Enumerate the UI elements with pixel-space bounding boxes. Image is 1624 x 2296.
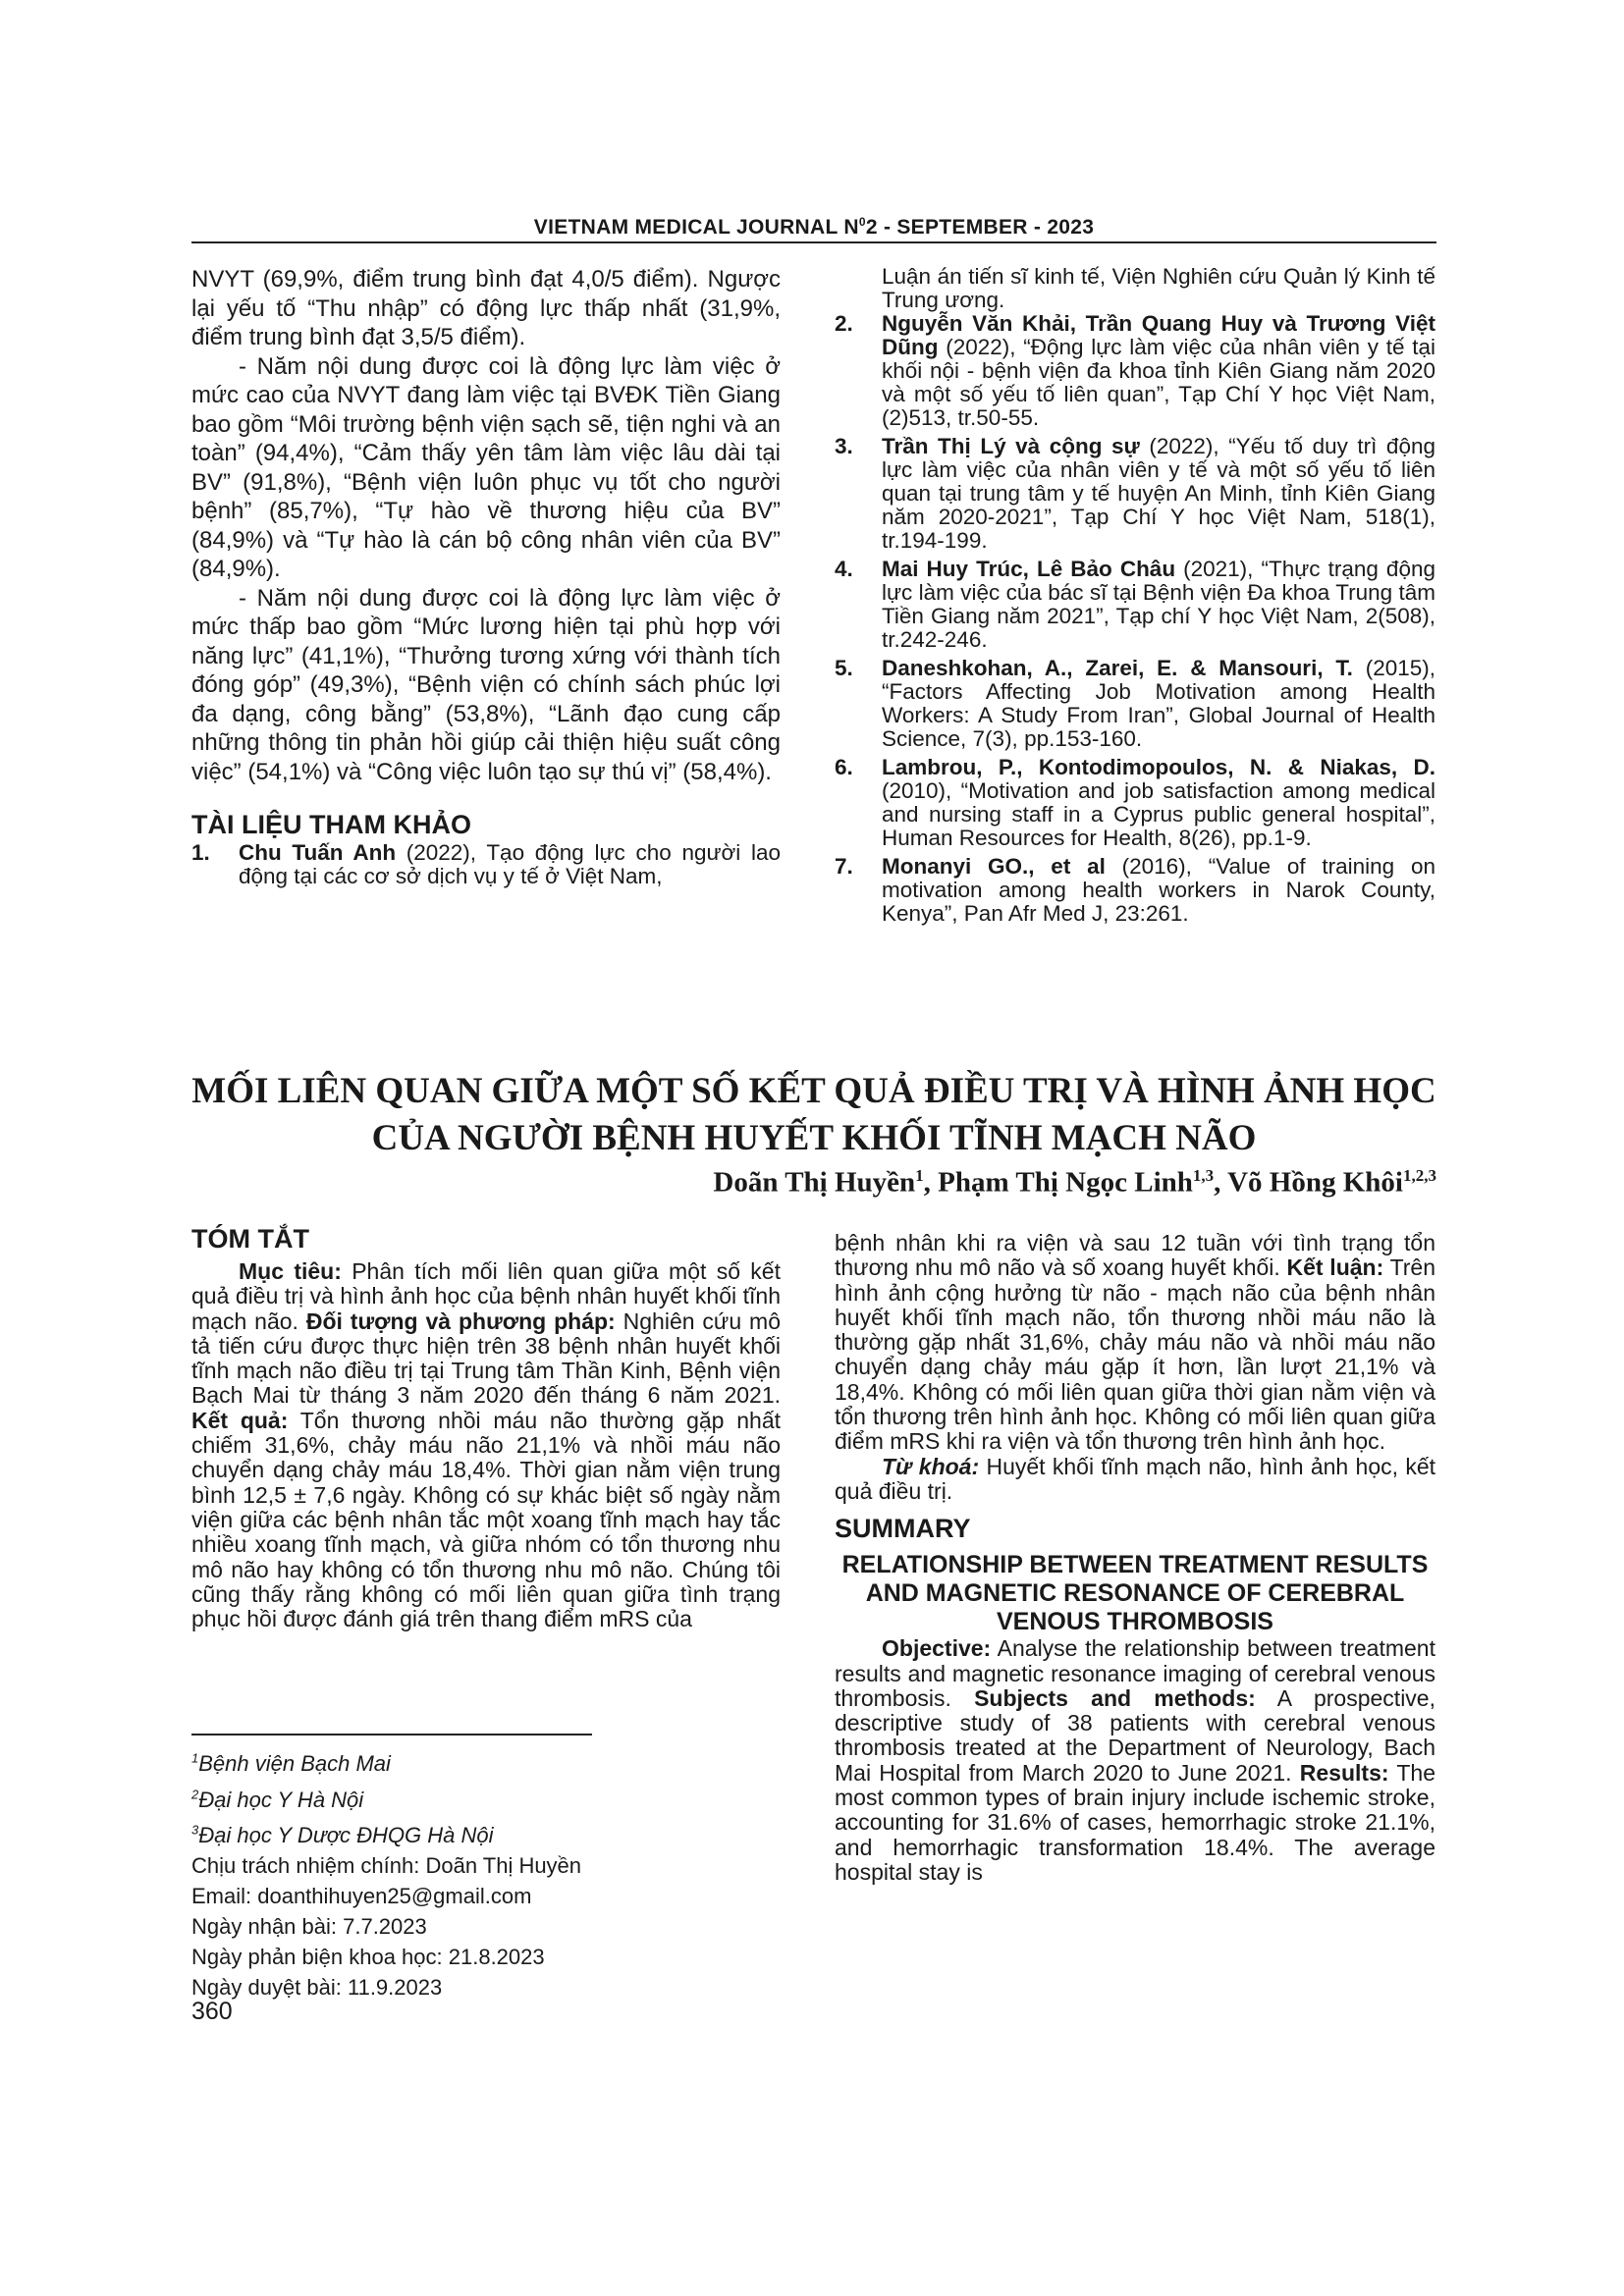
article-title-line: MỐI LIÊN QUAN GIỮA MỘT SỐ KẾT QUẢ ĐIỀU TRỊ VÀ HÌNH ẢNH HỌC: [191, 1071, 1436, 1111]
email: Email: doanthihuyen25@gmail.com: [191, 1883, 532, 1908]
author-affiliation-sup: 1,3: [1192, 1166, 1215, 1185]
article-title-line: CỦA NGƯỜI BỆNH HUYẾT KHỐI TĨNH MẠCH NÃO: [371, 1118, 1257, 1158]
reference-author: Chu Tuấn Anh: [239, 840, 397, 865]
header-rule: [191, 241, 1436, 243]
summary-heading: SUMMARY: [835, 1514, 971, 1544]
reference-number: 1.: [191, 840, 210, 865]
abstract-paragraph: Mục tiêu: Phân tích mối liên quan giữa một số kết quả điều trị và hình ảnh học của bệnh nhân huyết khối tĩnh mạch não. Đối tượng và phương pháp: Nghiên cứu mô tả tiến cứu được thực hiện trên 38 bệnh nhân huyết khối tĩnh mạch não điều trị tại Trung tâm Thần Kinh, Bệnh viện Bạch Mai từ tháng 3 năm 2020 đến tháng 6 năm 2021. Kết quả: Tổn thương nhồi máu não thường gặp nhất chiếm 31,6%, chảy máu não 21,1% và nhồi máu não chuyển dạng chảy máu 18,4%. Thời gian nằm viện trung bình 12,5 ± 7,6 ngày. Không có sự khác biệt số ngày nằm viện giữa các bệnh nhân tắc một xoang tĩnh mạch hay tắc nhiều xoang tĩnh mạch, và giữa nhóm có tổn thương nhu mô não hay không có tổn thương nhu mô não. Chúng tôi cũng thấy rằng không có mối liên quan giữa tình trạng phục hồi được đánh giá trên thang điểm mRS của: [191, 1258, 781, 1632]
abstract-paragraph: bệnh nhân khi ra viện và sau 12 tuần với tình trạng tổn thương nhu mô não và số xoang huyết khối. Kết luận: Trên hình ảnh cộng hưởng từ não - mạch não của bệnh nhân huyết khối tĩnh mạch não, tổn thương nhồi máu não là thường gặp nhất 31,6%, chảy máu não và nhồi máu não chuyển dạng chảy máu gặp ít hơn, lần lượt 21,1% và 18,4%. Không có mối liên quan giữa thời gian nằm viện và tổn thương trên hình ảnh học. Không có mối liên quan giữa điểm mRS khi ra viện và tổn thương trên hình ảnh học.: [835, 1230, 1436, 1455]
author-list: [191, 1166, 1436, 1200]
responsible-author: Chịu trách nhiệm chính: Doãn Thị Huyền: [191, 1852, 582, 1878]
date-approved: Ngày duyệt bài: 11.9.2023: [191, 1974, 443, 2000]
affiliation: $^1$Bệnh viện Bạch Mai: [191, 1751, 391, 1777]
reference-text: (2022), “Động lực làm việc của nhân viên y tế tại khối nội - bệnh viện đa khoa tỉnh Kiên Giang năm 2020 và một số yếu tố liên quan”, Tạp Chí Y học Việt Nam, (2)513, tr.50-55.: [882, 335, 1435, 430]
reference-text: (2021), “Thực trạng động lực làm việc của bác sĩ tại Bệnh viện Đa khoa Trung tâm Tiền Giang năm 2021”, Tạp chí Y học Việt Nam, 2(508), tr.242-246.: [882, 557, 1435, 652]
reference-text: (2010), “Motivation and job satisfaction among medical and nursing staff in a Cyprus public general hospital”, Human Resources for Health, 8(26), pp.1-9.: [882, 778, 1435, 850]
paragraph: - Năm nội dung được coi là động lực làm việc ở mức cao của NVYT đang làm việc tại BVĐK Tiền Giang bao gồm “Môi trường bệnh viện sạch sẽ, tiện nghi và an toàn” (94,4%), “Cảm thấy yên tâm làm việc lâu dài tại BV” (91,8%), “Bệnh viện luôn phục vụ tốt cho người bệnh” (85,7%), “Tự hào về thương hiệu của BV” (84,9%) và “Tự hào là cán bộ công nhân viên của BV” (84,9%).: [191, 352, 781, 582]
author-name: Doãn Thị Huyền: [713, 1166, 916, 1199]
abstract-continuation: [835, 1231, 1435, 1885]
running-header: [191, 215, 1436, 240]
author-name: , Võ Hồng Khôi: [1214, 1166, 1403, 1199]
affiliation: $^3$Đại học Y Dược ĐHQG Hà Nội: [191, 1822, 494, 1847]
upper-right-column: [835, 265, 1435, 926]
author-name: , Phạm Thị Ngọc Linh: [923, 1166, 1193, 1199]
journal-issue: 2 - SEPTEMBER - 2023: [865, 216, 1095, 239]
reference-item: [835, 657, 1435, 751]
reference-author: Trần Thị Lý và cộng sự: [882, 434, 1140, 458]
reference-number: 3.: [835, 434, 853, 458]
footnotes: [191, 1743, 820, 2002]
paragraph: - Năm nội dung được coi là động lực làm việc ở mức thấp bao gồm “Mức lương hiện tại phù hợp với năng lực” (41,1%), “Thưởng tương xứng với thành tích đóng góp” (49,3%), “Bệnh viện có chính sách phúc lợi đa dạng, công bằng” (53,8%), “Lãnh đạo cung cấp những thông tin phản hồi giúp cải thiện hiệu suất công việc” (54,1%) và “Công việc luôn tạo sự thú vị” (58,4%).: [191, 584, 781, 785]
reference-item: [835, 558, 1435, 652]
summary-title: RELATIONSHIP BETWEEN TREATMENT RESULTS AND MAGNETIC RESONANCE OF CEREBRAL VENOUS THROMBOSIS: [841, 1551, 1429, 1636]
reference-number: 2.: [835, 311, 853, 336]
abstract-vietnamese: [191, 1222, 781, 1631]
keywords: Từ khoá: Huyết khối tĩnh mạch não, hình ảnh học, kết quả điều trị.: [835, 1453, 1436, 1504]
paragraph: NVYT (69,9%, điểm trung bình đạt 4,0/5 điểm). Ngược lại yếu tố “Thu nhập” có động lực thấp nhất (31,9%, điểm trung bình đạt 3,5/5 điểm).: [191, 266, 781, 350]
reference-text: (2022), “Yếu tố duy trì động lực làm việc của nhân viên y tế và một số yếu tố liên quan tại trung tâm y tế huyện An Minh, tỉnh Kiên Giang năm 2020-2021”, Tạp Chí Y học Việt Nam, 518(1), tr.194-199.: [882, 434, 1435, 553]
reference-number: 4.: [835, 557, 853, 581]
page-number: 360: [191, 1998, 233, 2025]
reference-list: [835, 265, 1435, 926]
reference-item: [191, 841, 781, 888]
reference-item: [835, 435, 1435, 553]
summary-paragraph: Objective: Analyse the relationship between treatment results and magnetic resonance imaging of cerebral venous thrombosis. Subjects and methods: A prospective, descriptive study of 38 patients with cerebral venous thrombosis treated at the Department of Neurology, Bach Mai Hospital from March 2020 to June 2021. Results: The most common types of brain injury include ischemic stroke, accounting for 31.6% of cases, hemorrhagic stroke 21.1%, and hemorrhagic transformation 18.4%. The average hospital stay is: [835, 1635, 1435, 1885]
reference-text: (2015), “Factors Affecting Job Motivation among Health Workers: A Study From Iran”, Global Journal of Health Science, 7(3), pp.153-160.: [882, 656, 1435, 751]
references-heading: TÀI LIỆU THAM KHẢO: [191, 810, 471, 839]
reference-item: [835, 312, 1435, 430]
reference-text: (2016), “Value of training on motivation among health workers in Narok County, Kenya”, Pan Afr Med J, 23:261.: [882, 854, 1435, 926]
date-reviewed: Ngày phản biện khoa học: 21.8.2023: [191, 1944, 545, 1969]
reference-author: Nguyễn Văn Khải, Trần Quang Huy và Trương Việt Dũng: [882, 311, 1435, 359]
journal-number-sup: 0: [858, 215, 866, 229]
author-affiliation-sup: 1,2,3: [1403, 1166, 1436, 1185]
footnote-rule: [191, 1734, 592, 1735]
reference-number: 6.: [835, 755, 853, 779]
reference-item: [835, 855, 1435, 926]
journal-name: VIETNAM MEDICAL JOURNAL N: [533, 216, 859, 239]
affiliation: $^2$Đại học Y Hà Nội: [191, 1787, 364, 1812]
reference-number: 7.: [835, 854, 853, 879]
reference-number: 5.: [835, 656, 853, 680]
article-title: [191, 1068, 1436, 1162]
author-affiliation-sup: 1: [915, 1166, 924, 1185]
date-received: Ngày nhận bài: 7.7.2023: [191, 1913, 427, 1939]
reference-continuation: Luận án tiến sĩ kinh tế, Viện Nghiên cứu Quản lý Kinh tế Trung ương.: [882, 264, 1435, 312]
reference-author: Mai Huy Trúc, Lê Bảo Châu: [882, 557, 1176, 581]
reference-text: (2022), Tạo động lực cho người lao động tại các cơ sở dịch vụ y tế ở Việt Nam,: [239, 840, 781, 888]
upper-left-column: [191, 265, 781, 888]
reference-author: Daneshkohan, A., Zarei, E. & Mansouri, T.: [882, 656, 1353, 680]
reference-author: Monanyi GO., et al: [882, 854, 1106, 879]
reference-list: [191, 841, 781, 888]
abstract-heading: TÓM TẮT: [191, 1224, 309, 1254]
reference-item: [835, 756, 1435, 850]
reference-author: Lambrou, P., Kontodimopoulos, N. & Niakas, D.: [882, 755, 1435, 779]
